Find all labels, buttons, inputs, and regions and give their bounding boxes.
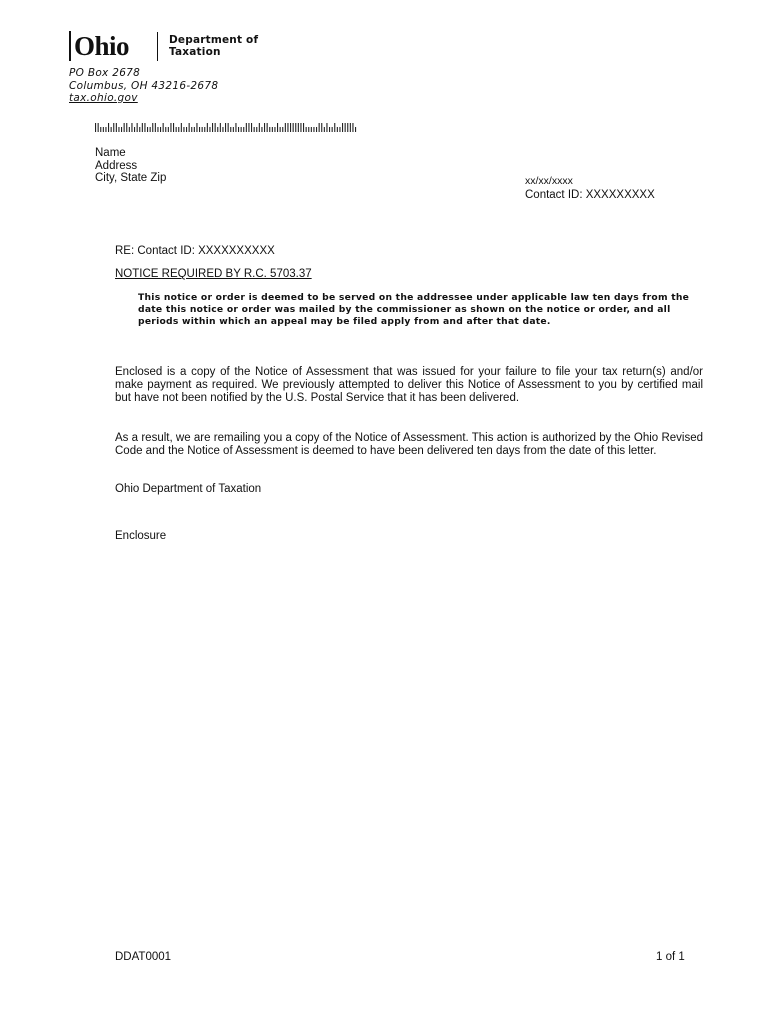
po-box: PO Box 2678 — [69, 67, 141, 79]
barcode-bar — [178, 127, 179, 132]
barcode-bar — [235, 123, 236, 132]
barcode-bar — [95, 123, 96, 132]
body-paragraph-1: Enclosed is a copy of the Notice of Assessment that was issued for your failure to file your tax return(s) and/or make payment as required. We previously attempted to deliver this Notice of Assessment to you by certified mail but have not been notified by the U.S. Postal Service that it has been delivered. — [115, 366, 703, 404]
body-paragraph-2: As a result, we are remailing you a copy of the Notice of Assessment. This action is authorized by the Ohio Revised Code and the Notice of Assessment is deemed to have been delivered ten days from the date of this letter. — [115, 432, 703, 457]
barcode-bar — [163, 123, 164, 132]
barcode-bar — [248, 123, 249, 132]
letter-date: xx/xx/xxxx — [525, 175, 573, 187]
barcode-bar — [144, 123, 145, 132]
barcode-bar — [243, 127, 244, 132]
barcode-bar — [342, 123, 343, 132]
barcode-bar — [300, 123, 301, 132]
barcode-bar — [251, 123, 252, 132]
barcode-bar — [212, 123, 213, 132]
website-link[interactable]: tax.ohio.gov — [69, 92, 138, 104]
barcode-bar — [269, 127, 270, 132]
department-line-1: Department of — [169, 34, 259, 46]
barcode-bar — [108, 123, 109, 132]
barcode-bar — [191, 127, 192, 132]
barcode-bar — [202, 127, 203, 132]
recipient-street: Address — [95, 159, 138, 172]
barcode-bar — [306, 127, 307, 132]
logo-divider-rule — [157, 32, 158, 61]
barcode-bar — [230, 127, 231, 132]
barcode-bar — [308, 127, 309, 132]
logo-left-rule — [69, 31, 71, 61]
barcode-bar — [181, 123, 182, 132]
barcode-bar — [316, 127, 317, 132]
barcode-bar — [217, 127, 218, 132]
barcode-bar — [152, 123, 153, 132]
signature: Ohio Department of Taxation — [115, 483, 262, 495]
barcode-bar — [274, 127, 275, 132]
barcode-bar — [116, 123, 117, 132]
barcode-bar — [215, 123, 216, 132]
barcode-bar — [259, 123, 260, 132]
barcode-bar — [326, 123, 327, 132]
date-block — [525, 174, 655, 202]
barcode-bar — [220, 123, 221, 132]
barcode-bar — [303, 123, 304, 132]
barcode-bar — [332, 127, 333, 132]
recipient-address — [95, 147, 166, 185]
barcode-bar — [189, 123, 190, 132]
barcode-bar — [282, 127, 283, 132]
barcode-bar — [311, 127, 312, 132]
barcode-bar — [277, 123, 278, 132]
barcode-bar — [207, 123, 208, 132]
barcode-bar — [280, 127, 281, 132]
enclosure-label: Enclosure — [115, 530, 167, 542]
barcode-bar — [155, 123, 156, 132]
barcode-bar — [228, 123, 229, 132]
barcode-bar — [321, 123, 322, 132]
logo-wordmark: Ohio — [74, 31, 130, 61]
barcode-bar — [347, 123, 348, 132]
barcode-bar — [170, 123, 171, 132]
barcode-bar — [142, 123, 143, 132]
barcode-bar — [129, 127, 130, 132]
barcode-bar — [194, 127, 195, 132]
barcode-bar — [157, 127, 158, 132]
barcode-bar — [298, 123, 299, 132]
barcode-bar — [295, 123, 296, 132]
re-line: RE: Contact ID: XXXXXXXXXX — [115, 245, 275, 257]
barcode-bar — [264, 123, 265, 132]
sender-address — [69, 67, 218, 105]
barcode-bar — [113, 123, 114, 132]
barcode-bar — [246, 123, 247, 132]
barcode-bar — [126, 123, 127, 132]
barcode-bar — [199, 127, 200, 132]
barcode-bar — [183, 127, 184, 132]
department-line-2: Taxation — [169, 46, 221, 58]
barcode-bar — [165, 127, 166, 132]
barcode-bar — [186, 127, 187, 132]
served-notice-text: This notice or order is deemed to be served on the addressee under applicable law ten days from the date this notice or order was mailed by the commissioner as shown on the notice or order, and all periods within which an appeal may be filed apply from and after that date. — [138, 292, 690, 327]
barcode-bar — [150, 127, 151, 132]
barcode-bar — [147, 127, 148, 132]
barcode-bar — [118, 127, 119, 132]
department-name — [169, 34, 258, 58]
barcode-bar — [160, 127, 161, 132]
barcode-bar — [293, 123, 294, 132]
barcode-bar — [329, 127, 330, 132]
barcode-bar — [254, 127, 255, 132]
barcode-bar — [272, 127, 273, 132]
barcode-bar — [233, 127, 234, 132]
barcode-bar — [168, 127, 169, 132]
barcode-bar — [339, 127, 340, 132]
barcode-bar — [334, 123, 335, 132]
barcode-bar — [134, 127, 135, 132]
barcode-bar — [313, 127, 314, 132]
barcode-bar — [103, 127, 104, 132]
page-number: 1 of 1 — [656, 951, 685, 963]
barcode-bar — [225, 123, 226, 132]
barcode-bar — [290, 123, 291, 132]
barcode-bar — [173, 123, 174, 132]
city-state-zip-sender: Columbus, OH 43216-2678 — [69, 79, 219, 92]
recipient-name: Name — [95, 147, 126, 159]
barcode-bar — [345, 123, 346, 132]
barcode-bar — [111, 127, 112, 132]
barcode-bar — [261, 127, 262, 132]
barcode-bar — [350, 123, 351, 132]
barcode-bar — [256, 127, 257, 132]
barcode-bar — [204, 127, 205, 132]
barcode-bar — [196, 123, 197, 132]
barcode-bar — [324, 127, 325, 132]
contact-id: Contact ID: XXXXXXXXX — [525, 189, 655, 201]
barcode-bar — [222, 127, 223, 132]
barcode-bar — [176, 127, 177, 132]
barcode-bar — [238, 127, 239, 132]
barcode-bar — [287, 123, 288, 132]
barcode-bar — [337, 127, 338, 132]
notice-required-heading: NOTICE REQUIRED BY R.C. 5703.37 — [115, 268, 312, 280]
barcode-bar — [241, 127, 242, 132]
form-id: DDAT0001 — [115, 951, 172, 963]
barcode-bar — [100, 127, 101, 132]
barcode-bar — [355, 127, 356, 132]
barcode-bar — [137, 123, 138, 132]
barcode-bar — [131, 123, 132, 132]
barcode-bar — [121, 127, 122, 132]
barcode-bar — [209, 127, 210, 132]
barcode-bar — [285, 123, 286, 132]
barcode-bar — [105, 127, 106, 132]
barcode-bar — [124, 123, 125, 132]
barcode-bar — [98, 123, 99, 132]
postal-barcode — [95, 123, 358, 132]
barcode-bar — [352, 123, 353, 132]
barcode-bar — [319, 123, 320, 132]
barcode-bar — [139, 127, 140, 132]
barcode-bar — [267, 123, 268, 132]
recipient-city-state-zip: City, State Zip — [95, 172, 167, 184]
